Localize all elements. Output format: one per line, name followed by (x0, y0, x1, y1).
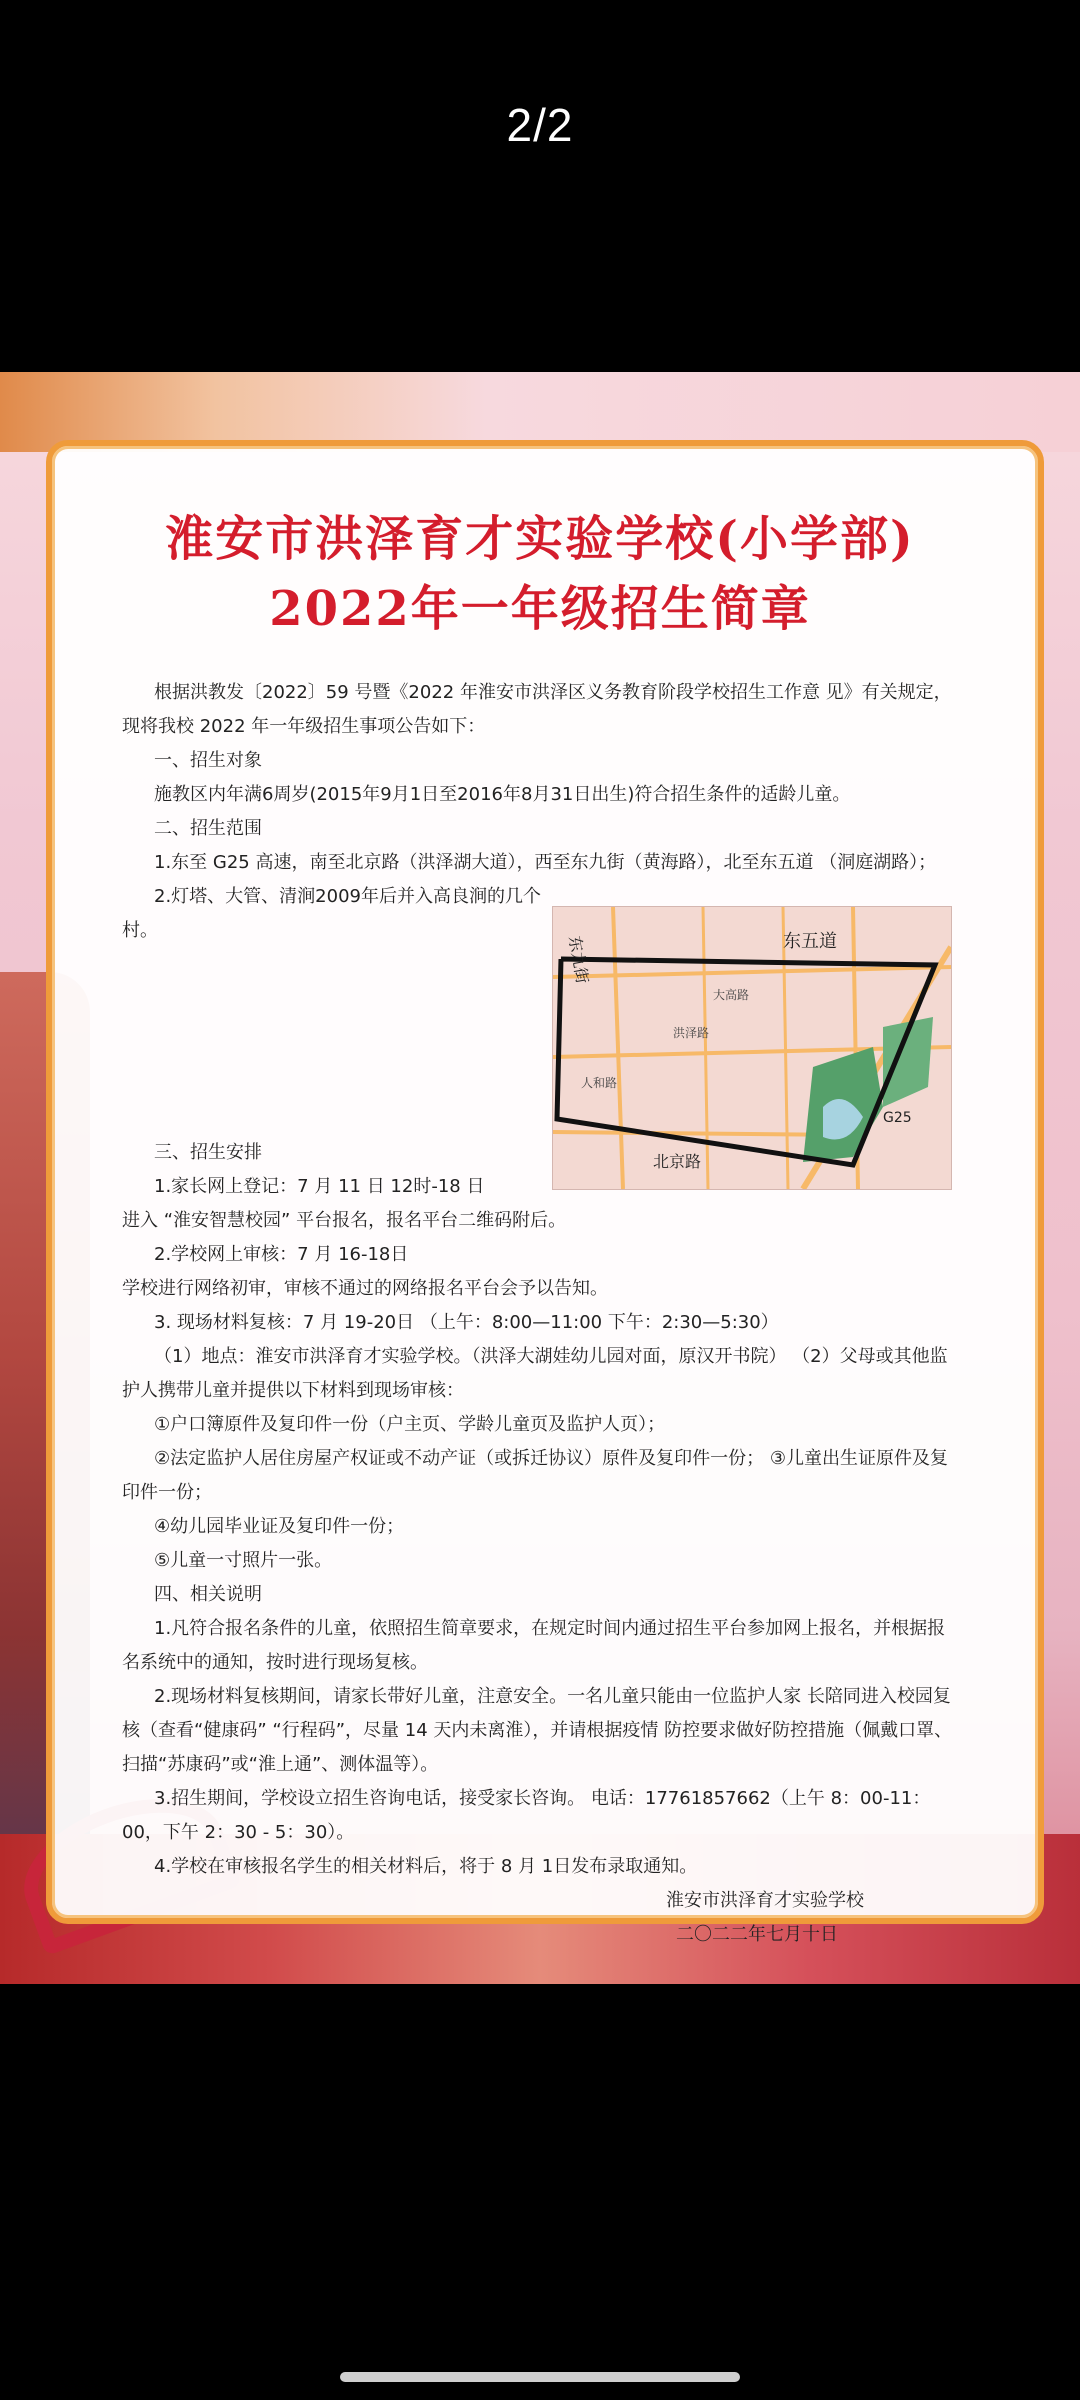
section-text: 2.灯塔、大管、清涧2009年后并入高良涧的几个村。 (122, 886, 541, 941)
section-text: 学校进行网络初审，审核不通过的网络报名平台会予以告知。 (122, 1278, 608, 1299)
map-label: 东五道 (783, 931, 837, 952)
material-item: ①户口簿原件及复印件一份（户主页、学龄儿童页及监护人页）； (154, 1414, 666, 1435)
signature-date: 二〇二二年七月十日 (676, 1924, 838, 1945)
section-heading: 一、招生对象 (154, 750, 262, 771)
notice-body (122, 676, 954, 1952)
map-label: 大高路 (713, 988, 750, 1002)
map-graphic (553, 907, 951, 1189)
section-text: 4.学校在审核报名学生的相关材料后，将于 8 月 1日发布录取通知。 (154, 1856, 698, 1877)
section-text: 2.学校网上审核：7 月 16-18日 (154, 1244, 409, 1265)
section-text: 1.东至 G25 高速，南至北京路（洪泽湖大道），西至东九街（黄海路），北至东五道 （洞庭湖路）； (154, 852, 937, 873)
section-heading: 四、相关说明 (154, 1584, 262, 1605)
map-label: 东九街 (565, 934, 593, 985)
material-item: ④幼儿园毕业证及复印件一份； (154, 1516, 405, 1537)
section-text: 3.招生期间，学校设立招生咨询电话，接受家长咨询。 电话：17761857662（上午 8：00-11：00，下午 2：30 - 5：30）。 (122, 1788, 931, 1843)
section-text: 1.凡符合报名条件的儿童，依照招生简章要求，在规定时间内通过招生平台参加网上报名，并根据报名系统中的通知，按时进行现场复核。 (122, 1618, 946, 1673)
material-item: ⑤儿童一寸照片一张。 (154, 1550, 333, 1571)
map-label: 洪泽路 (673, 1026, 710, 1040)
map-label: 人和路 (581, 1076, 618, 1090)
section-text: 进入 “淮安智慧校园” 平台报名，报名平台二维码附后。 (122, 1210, 567, 1231)
section-text: 1.家长网上登记：7 月 11 日 12时-18 日 (154, 1176, 485, 1197)
section-text: （1）地点：淮安市洪泽育才实验学校。（洪泽大湖娃幼儿园对面，原汉开书院） （2）父母或其他监护人携带儿童并提供以下材料到现场审核： (122, 1346, 948, 1401)
material-item: ②法定监护人居住房屋产权证或不动产证（或拆迁协议）原件及复印件一份； ③儿童出生证原件及复印件一份； (122, 1448, 948, 1503)
home-indicator[interactable] (340, 2372, 740, 2382)
notice-subtitle: 2022年一年级招生简章 (269, 581, 811, 637)
intro-paragraph: 根据洪教发〔2022〕59 号暨《2022 年淮安市洪泽区义务教育阶段学校招生工作意 见》有关规定，现将我校 2022 年一年级招生事项公告如下： (122, 682, 952, 737)
section-text: 2.现场材料复核期间，请家长带好儿童，注意安全。一名儿童只能由一位监护人家 长陪同进入校园复核（查看“健康码” “行程码”，尽量 14 天内未离淮），并请根据疫情 防控要求做好防控措施（佩戴口罩、扫描“苏康码”或“淮上通”、测体温等）。 (122, 1686, 953, 1775)
signature-org: 淮安市洪泽育才实验学校 (666, 1890, 864, 1911)
page-counter: 2/2 (506, 99, 574, 151)
enrollment-area-map (552, 906, 952, 1190)
section-text: 施教区内年满6周岁(2015年9月1日至2016年8月31日出生)符合招生条件的适龄儿童。 (154, 784, 851, 805)
section-heading: 二、招生范围 (154, 818, 262, 839)
notice-title: 淮安市洪泽育才实验学校(小学部) (165, 511, 915, 567)
map-label: G25 (883, 1110, 912, 1126)
section-text: 3. 现场材料复核：7 月 19-20日 （上午：8:00—11:00 下午：2:30—5:30） (154, 1312, 779, 1333)
section-heading: 三、招生安排 (154, 1142, 262, 1163)
map-label: 北京路 (653, 1152, 702, 1171)
